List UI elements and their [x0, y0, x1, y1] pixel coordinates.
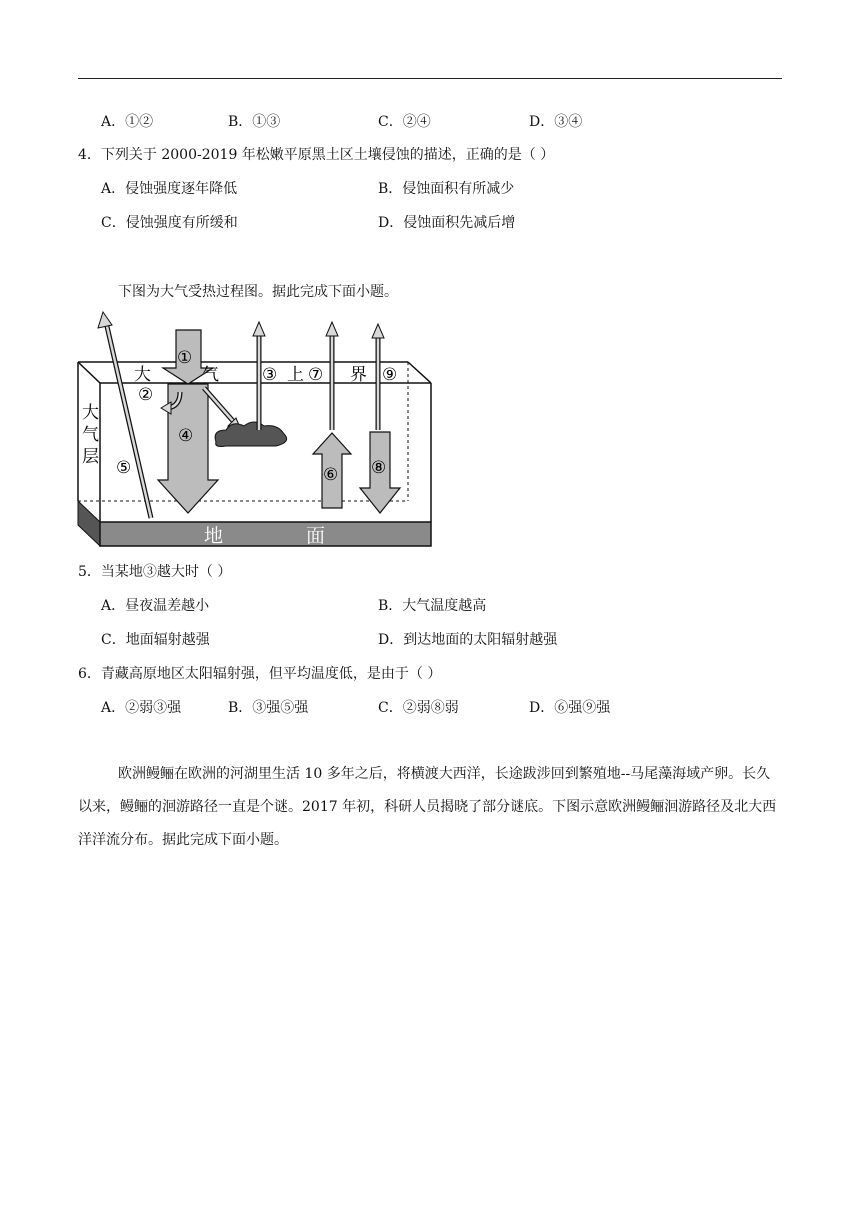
q5-option-a[interactable]: A．昼夜温差越小: [101, 598, 210, 614]
arrow-label-2: ②: [138, 385, 154, 405]
arrow-label-4: ④: [178, 426, 194, 446]
q5-option-c[interactable]: C．地面辐射越强: [101, 632, 210, 648]
boundary-char: 大: [134, 365, 151, 385]
q3-option-b[interactable]: B．①③: [228, 114, 281, 130]
side-label-char: 气: [82, 425, 99, 445]
q6-stem: 6．青藏高原地区太阳辐射强，但平均温度低，是由于（ ）: [78, 666, 442, 682]
q5-stem: 5．当某地③越大时（ ）: [78, 564, 232, 580]
q6-option-d[interactable]: D．⑥强⑨强: [529, 700, 611, 716]
q3-option-c[interactable]: C．②④: [378, 114, 431, 130]
figure-intro: 下图为大气受热过程图。据此完成下面小题。: [118, 284, 398, 300]
side-label-char: 层: [82, 447, 99, 467]
q5-option-b[interactable]: B．大气温度越高: [378, 598, 487, 614]
ground-label-char: 面: [306, 525, 326, 547]
arrow-label-8: ⑧: [371, 458, 387, 478]
boundary-char: 上: [287, 365, 304, 385]
arrow-label-1: ①: [177, 348, 193, 368]
arrow-label-5: ⑤: [116, 458, 132, 478]
boundary-char: 气: [202, 365, 219, 385]
ground-label-char: 地: [204, 525, 224, 547]
boundary-char: 界: [350, 365, 367, 385]
q4-stem: 4．下列关于 2000-2019 年松嫩平原黑土区土壤侵蚀的描述，正确的是（ ）: [78, 147, 555, 163]
header-rule: [78, 78, 782, 79]
q4-option-b[interactable]: B．侵蚀面积有所减少: [378, 181, 515, 197]
atmosphere-heating-diagram: [76, 308, 438, 550]
q6-option-b[interactable]: B．③强⑤强: [228, 700, 309, 716]
arrow-label-6: ⑥: [323, 465, 339, 485]
q4-option-a[interactable]: A．侵蚀强度逐年降低: [101, 181, 238, 197]
side-label-char: 大: [82, 403, 99, 423]
q4-option-c[interactable]: C．侵蚀强度有所缓和: [101, 215, 238, 231]
q3-option-a[interactable]: A．①②: [101, 114, 154, 130]
eel-passage: 欧洲鳗鲡在欧洲的河湖里生活 10 多年之后，将横渡大西洋，长途跋涉回到繁殖地--马尾藻海域产卵。长久以来，鳗鲡的洄游路径一直是个谜。2017 年初，科研人员揭晓了部分谜底。下图示意欧洲鳗鲡洄游路径及北大西洋洋流分布。据此完成下面小题。: [78, 766, 777, 848]
boundary-char: ⑦: [308, 365, 324, 385]
q6-option-a[interactable]: A．②弱③强: [101, 700, 182, 716]
q3-option-d[interactable]: D．③④: [529, 114, 583, 130]
q4-option-d[interactable]: D．侵蚀面积先减后增: [378, 215, 516, 231]
q6-option-c[interactable]: C．②弱⑧弱: [378, 700, 459, 716]
q5-option-d[interactable]: D．到达地面的太阳辐射越强: [378, 632, 558, 648]
boundary-char: ⑨: [382, 365, 398, 385]
boundary-char: ③: [262, 365, 278, 385]
